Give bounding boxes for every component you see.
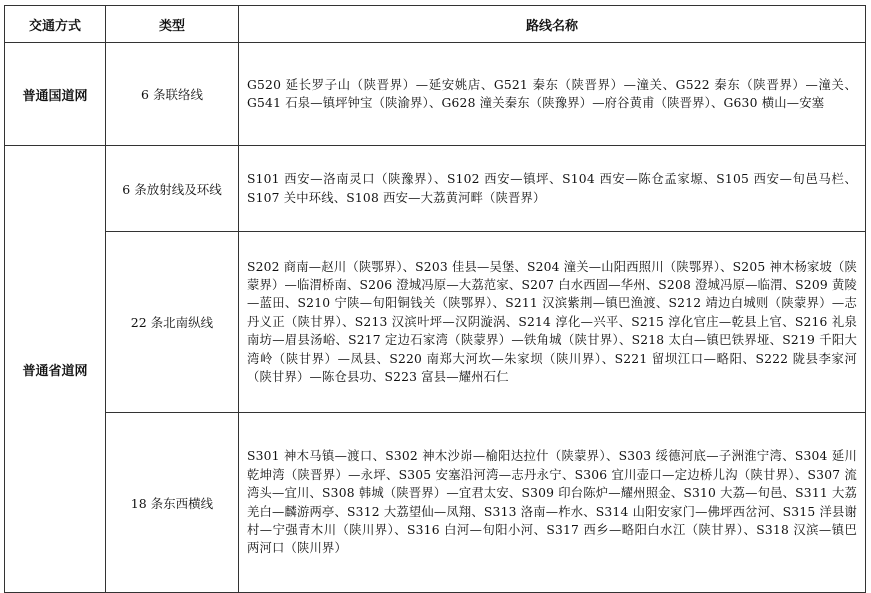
route-names-cell: S301 神木马镇—渡口、S302 神木沙峁—榆阳达拉什（陕蒙界）、S303 绥德河底—子洲淮宁湾、S304 延川乾坤湾（陕晋界）—永坪、S305 安塞沿河湾—志丹永宁、S306 宜川壶口—定边桥儿沟（陕甘界）、S307 流湾头—宜川、S308 韩城（陕晋界）—宜君太安、S309 印台陈炉—耀州照金、S310 大荔—旬邑、S311 大荔羌白—麟游两亭、S312 大荔望仙—凤翔、S313 洛南—柞水、S314 山阳安家门—佛坪西岔河、S315 洋县谢村—宁强青木川（陕川界）、S316 白河—旬阳小河、S317 西乡—略阳白水江（陕甘界）、S318 汉滨—镇巴两河口（陕川界） [239,413,866,593]
route-table [4,5,866,593]
table-row [5,413,866,593]
transport-mode-cell: 普通省道网 [5,146,106,593]
route-type-cell: 6 条联络线 [106,43,239,146]
route-type-cell: 22 条北南纵线 [106,232,239,413]
table-row [5,146,866,232]
header-route-names: 路线名称 [239,6,866,43]
header-transport-mode: 交通方式 [5,6,106,43]
route-names-cell: S202 商南—赵川（陕鄂界）、S203 佳县—吴堡、S204 潼关—山阳西照川（陕鄂界）、S205 神木杨家坡（陕蒙界）—临渭桥南、S206 澄城冯原—大荔范家、S207 白水西固—华州、S208 澄城冯原—临渭、S209 黄陵—蓝田、S210 宁陕—旬阳铜钱关（陕鄂界）、S211 汉滨紫荆—镇巴渔渡、S212 靖边白城则（陕蒙界）—志丹义正（陕甘界）、S213 汉滨叶坪—汉阴漩涡、S214 淳化—兴平、S215 淳化官庄—乾县上官、S216 礼泉南坊—眉县汤峪、S217 定边石家湾（陕蒙界）—铁角城（陕甘界）、S218 太白—镇巴铁界垭、S219 千阳大湾岭（陕甘界）—凤县、S220 南郑大河坎—朱家坝（陕川界）、S221 留坝江口—略阳、S222 陇县李家河（陕甘界）—陈仓县功、S223 富县—耀州石仁 [239,232,866,413]
header-type: 类型 [106,6,239,43]
route-names-cell: G520 延长罗子山（陕晋界）—延安姚店、G521 秦东（陕晋界）—潼关、G522 秦东（陕晋界）—潼关、G541 石泉—镇坪钟宝（陕渝界）、G628 潼关秦东（陕豫界）—府谷黄甫（陕晋界）、G630 横山—安塞 [239,43,866,146]
route-type-cell: 6 条放射线及环线 [106,146,239,232]
route-table-container [4,5,865,593]
route-names-cell: S101 西安—洛南灵口（陕豫界）、S102 西安—镇坪、S104 西安—陈仓孟家塬、S105 西安—旬邑马栏、S107 关中环线、S108 西安—大荔黄河畔（陕晋界） [239,146,866,232]
transport-mode-cell: 普通国道网 [5,43,106,146]
route-type-cell: 18 条东西横线 [106,413,239,593]
table-row [5,232,866,413]
table-row [5,43,866,146]
table-header-row [5,6,866,43]
